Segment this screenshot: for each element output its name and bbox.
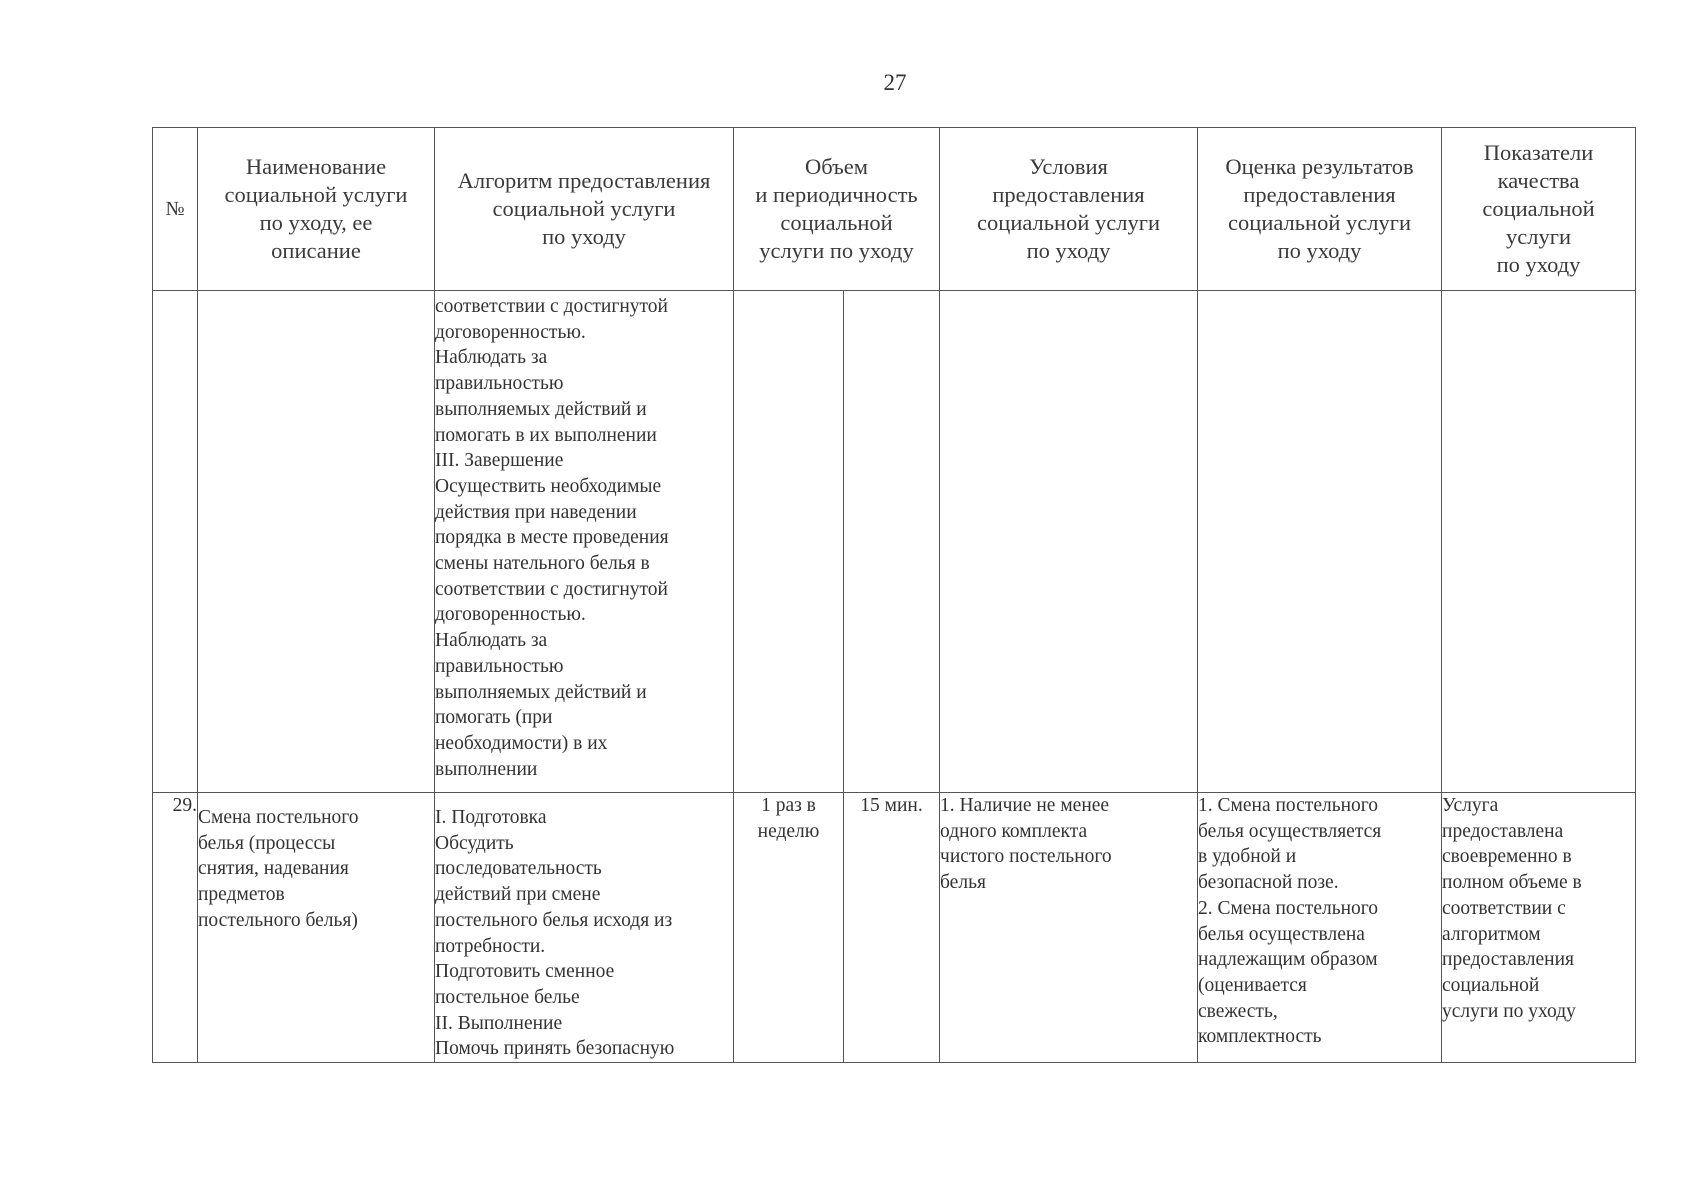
- text-line: Обсудить: [435, 832, 514, 854]
- text-line: договоренностью.: [435, 321, 586, 343]
- cell-name: [198, 291, 435, 793]
- text-line: по уходу: [1496, 252, 1581, 277]
- text-line: и периодичность: [755, 182, 918, 207]
- text-line: Осуществить необходимые: [435, 475, 662, 497]
- text-line: белья осуществлена: [1198, 923, 1365, 945]
- text-line: социальной услуги: [977, 210, 1160, 235]
- text-line: предоставления: [992, 182, 1145, 207]
- text-line: правильностью: [435, 655, 564, 677]
- text-line: Наименование: [245, 154, 387, 179]
- text-line: социальной: [1482, 196, 1595, 221]
- text-line: 2. Смена постельного: [1198, 897, 1379, 919]
- text-line: предметов: [198, 884, 285, 906]
- text-line: соответствии с достигнутой: [435, 578, 668, 600]
- header-evaluation: [1198, 128, 1442, 291]
- text-line: выполняемых действий и: [435, 398, 647, 420]
- text-line: I. Подготовка: [435, 807, 547, 828]
- text-line: II. Выполнение: [435, 1012, 563, 1034]
- cell-conditions: [940, 291, 1198, 793]
- cell-algorithm: [435, 793, 734, 1063]
- text-line: договоренностью.: [435, 604, 586, 626]
- text-line: Условия: [1029, 154, 1108, 179]
- text-line: предоставления: [1243, 182, 1396, 207]
- text-line: алгоритмом: [1442, 923, 1541, 945]
- cell-frequency: [734, 291, 844, 793]
- text-line: соответствии с: [1442, 897, 1566, 919]
- text-line: белья: [940, 872, 986, 894]
- text-line: Услуга: [1442, 795, 1499, 816]
- text-line: действия при наведении: [435, 501, 637, 523]
- text-line: комплектность: [1198, 1026, 1322, 1048]
- cell-evaluation: [1198, 793, 1442, 1063]
- text-line: Объем: [805, 154, 868, 179]
- text-line: своевременно в: [1442, 846, 1572, 868]
- cell-quality: [1442, 291, 1636, 793]
- text-line: снятия, надевания: [198, 858, 349, 880]
- text-line: выполнении: [435, 758, 538, 780]
- text-line: III. Завершение: [435, 450, 564, 472]
- cell-frequency: [734, 793, 844, 1063]
- header-name: [198, 128, 435, 291]
- text-line: социальной: [1442, 974, 1540, 996]
- text-line: по уходу, ее: [259, 210, 373, 235]
- text-line: полном объеме в: [1442, 872, 1582, 894]
- text-line: помогать (при: [435, 707, 553, 729]
- text-line: Подготовить сменное: [435, 961, 615, 983]
- text-line: неделю: [757, 820, 820, 842]
- cell-algorithm: [435, 291, 734, 793]
- text-line: предоставления: [1442, 949, 1575, 971]
- text-line: 15 мин.: [860, 795, 923, 816]
- table-row: [153, 291, 1636, 793]
- text-line: помогать в их выполнении: [435, 424, 657, 446]
- text-line: услуги по уходу: [1442, 1000, 1576, 1022]
- cell-name: [198, 793, 435, 1063]
- text-line: 1. Смена постельного: [1198, 795, 1379, 816]
- social-services-table: [152, 127, 1636, 1063]
- text-line: предоставлена: [1442, 820, 1564, 842]
- text-line: (оценивается: [1198, 974, 1307, 996]
- text-line: последовательность: [435, 858, 602, 880]
- header-volume: [734, 128, 940, 291]
- table-row: [153, 793, 1636, 1063]
- text-line: действий при смене: [435, 884, 601, 906]
- text-line: постельного белья исходя из: [435, 909, 673, 931]
- text-line: постельного белья): [198, 909, 358, 931]
- text-line: порядка в месте проведения: [435, 527, 669, 549]
- text-line: необходимости) в их: [435, 732, 608, 754]
- cell-num: [153, 291, 198, 793]
- text-line: услуги по уходу: [759, 238, 914, 263]
- text-line: чистого постельного: [940, 846, 1112, 868]
- cell-duration: [844, 793, 940, 1063]
- text-line: описание: [271, 238, 361, 263]
- text-line: Показатели: [1483, 140, 1594, 165]
- cell-duration: [844, 291, 940, 793]
- text-line: социальной: [780, 210, 893, 235]
- text-line: одного комплекта: [940, 820, 1088, 842]
- text-line: социальной услуги: [1228, 210, 1411, 235]
- text-line: Алгоритм предоставления: [457, 168, 711, 193]
- text-line: потребности.: [435, 935, 546, 957]
- table-header-row: [153, 128, 1636, 291]
- text-line: социальной услуги: [224, 182, 408, 207]
- cell-quality: [1442, 793, 1636, 1063]
- text-line: по уходу: [1277, 238, 1362, 263]
- text-line: выполняемых действий и: [435, 681, 647, 703]
- header-algorithm: [435, 128, 734, 291]
- text-line: правильностью: [435, 373, 564, 395]
- text-line: по уходу: [542, 224, 626, 249]
- page-number: 27: [883, 70, 907, 95]
- text-line: качества: [1497, 168, 1580, 193]
- cell-evaluation: [1198, 291, 1442, 793]
- text-line: белья осуществляется: [1198, 820, 1382, 842]
- header-conditions: [940, 128, 1198, 291]
- text-line: 1. Наличие не менее: [940, 795, 1110, 816]
- cell-conditions: [940, 793, 1198, 1063]
- text-line: Помочь принять безопасную: [435, 1038, 675, 1060]
- text-line: Наблюдать за: [435, 347, 548, 369]
- text-line: смены нательного белья в: [435, 553, 650, 575]
- text-line: услуги: [1506, 224, 1571, 249]
- header-quality: [1442, 128, 1636, 291]
- text-line: в удобной и: [1198, 846, 1297, 868]
- text-line: 1 раз в: [761, 795, 816, 816]
- text-line: белья (процессы: [198, 832, 336, 854]
- text-line: Оценка результатов: [1225, 154, 1414, 179]
- text-line: безопасной позе.: [1198, 872, 1339, 894]
- text-line: соответствии с достигнутой: [435, 296, 668, 317]
- text-line: свежесть,: [1198, 1000, 1278, 1022]
- text-line: по уходу: [1026, 238, 1111, 263]
- text-line: Наблюдать за: [435, 630, 548, 652]
- cell-num: 29.: [153, 793, 198, 1063]
- text-line: надлежащим образом: [1198, 949, 1378, 971]
- text-line: постельное белье: [435, 986, 580, 1008]
- header-num: №: [153, 128, 198, 291]
- text-line: социальной услуги: [492, 196, 676, 221]
- text-line: Смена постельного: [198, 807, 359, 828]
